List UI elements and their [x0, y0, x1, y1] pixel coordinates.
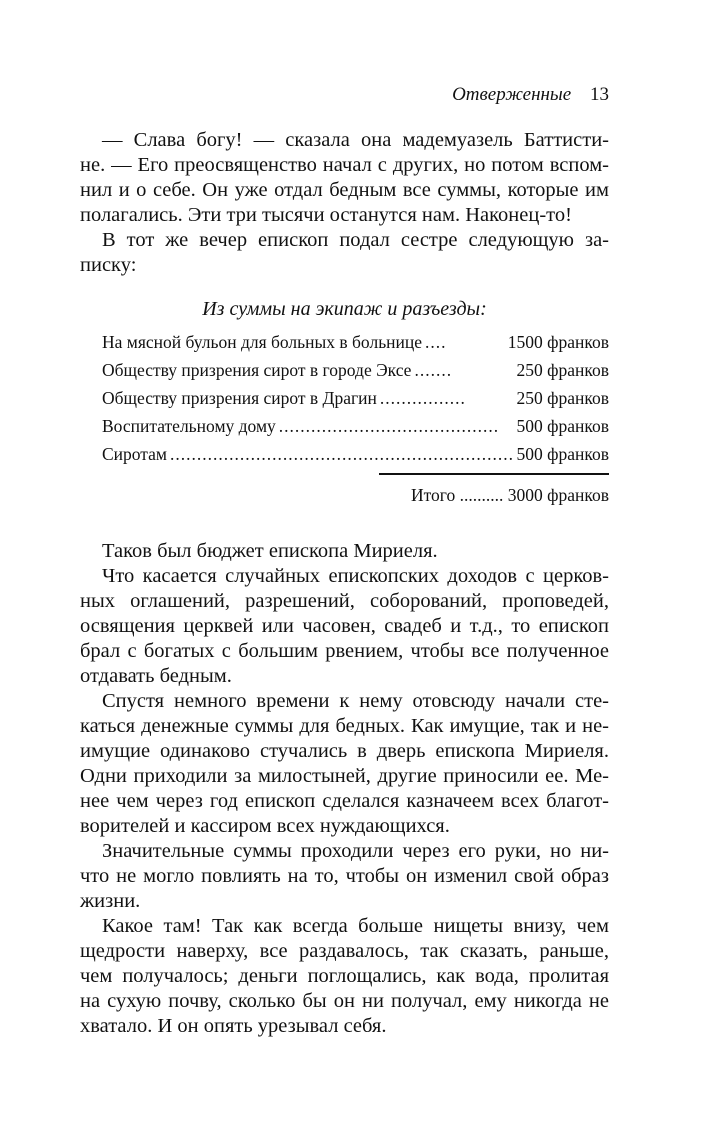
- paragraph-line: Таков был бюджет епископа Мириеля.: [102, 540, 438, 562]
- budget-item-amount: 250 франков: [516, 360, 609, 380]
- paragraph-line: — Слава богу! — сказала она мадемуазель Баттисти-: [102, 129, 609, 151]
- paragraph-line: ворителей и кассиром всех нуждающихся.: [80, 815, 450, 837]
- paragraph-line: не. — Его преосвященство начал с других, но потом вспом-: [80, 154, 609, 176]
- budget-item-amount: 1500 франков: [507, 332, 609, 352]
- running-title: Отверженные: [452, 84, 572, 105]
- budget-item-label: Обществу призрения сирот в Драгин: [102, 388, 377, 408]
- leader-dots: ................................................................: [170, 444, 514, 464]
- sum-rule: [379, 473, 609, 475]
- budget-item-amount: 500 франков: [516, 444, 609, 464]
- leader-dots: .......: [414, 360, 453, 380]
- paragraph-line: щедрости наверху, все раздавалось, так сказать, раньше,: [80, 940, 609, 962]
- budget-row: [102, 443, 609, 465]
- budget-item-label: Воспитательному дому: [102, 416, 276, 436]
- paragraph-line: каться денежные суммы для бедных. Как имущие, так и не-: [80, 715, 609, 737]
- paragraph-line: на сухую почву, сколько бы он ни получал, ему никогда не: [80, 990, 609, 1012]
- page-number: 13: [590, 84, 609, 105]
- paragraph-line: Что касается случайных епископских доходов с церков-: [102, 565, 609, 587]
- paragraph-line: ных оглашений, разрешений, соборований, проповедей,: [80, 590, 609, 612]
- paragraph-line: Какое там! Так как всегда больше нищеты внизу, чем: [102, 915, 609, 937]
- paragraph-line: Спустя немного времени к нему отовсюду начали сте-: [102, 690, 609, 712]
- paragraph-line: отдавать бедным.: [80, 665, 232, 687]
- paragraph-line: нил и о себе. Он уже отдал бедным все суммы, которые им: [80, 179, 609, 201]
- paragraph-line: брал с богатых с большим рвением, чтобы все полученное: [80, 640, 609, 662]
- budget-row: [102, 415, 609, 437]
- paragraph-line: жизни.: [80, 890, 141, 912]
- budget-item-amount: 500 франков: [516, 416, 609, 436]
- paragraph-line: полагались. Эти три тысячи останутся нам. Наконец-то!: [80, 204, 572, 226]
- leader-dots: ................: [379, 388, 466, 408]
- leader-dots: ....: [425, 332, 447, 352]
- budget-row: [102, 331, 609, 353]
- paragraph-line: нее чем через год епископ сделался казначеем всех благот-: [80, 790, 609, 812]
- paragraph-line: хватало. И он опять урезывал себя.: [80, 1015, 387, 1037]
- budget-item-label: На мясной бульон для больных в больнице: [102, 332, 423, 352]
- budget-row: [102, 387, 609, 409]
- budget-subtitle: Из суммы на экипаж и разъезды:: [202, 298, 487, 320]
- budget-total: Итого .......... 3000 франков: [410, 485, 609, 505]
- budget-item-label: Обществу призрения сирот в городе Эксе: [102, 360, 412, 380]
- leader-dots: .........................................: [278, 416, 500, 436]
- paragraph-line: имущие одинаково стучались в дверь епископа Мириеля.: [80, 740, 609, 762]
- paragraph-line: Одни приходили за милостыней, другие приносили ее. Ме-: [80, 765, 609, 787]
- paragraph-line: что не могло повлиять на то, чтобы он изменил свой образ: [80, 865, 609, 887]
- budget-item-amount: 250 франков: [516, 388, 609, 408]
- paragraph-line: освящения церквей или часовен, свадеб и т.д., то епископ: [80, 615, 609, 637]
- paragraph-line: чем получалось; деньги поглощались, как вода, пролитая: [80, 965, 609, 987]
- budget-item-label: Сиротам: [102, 444, 168, 464]
- paragraph-line: В тот же вечер епископ подал сестре следующую за-: [102, 229, 609, 251]
- paragraph-line: Значительные суммы проходили через его руки, но ни-: [102, 840, 609, 862]
- budget-row: [102, 359, 609, 381]
- paragraph-line: писку:: [80, 254, 137, 276]
- running-header: [452, 84, 609, 106]
